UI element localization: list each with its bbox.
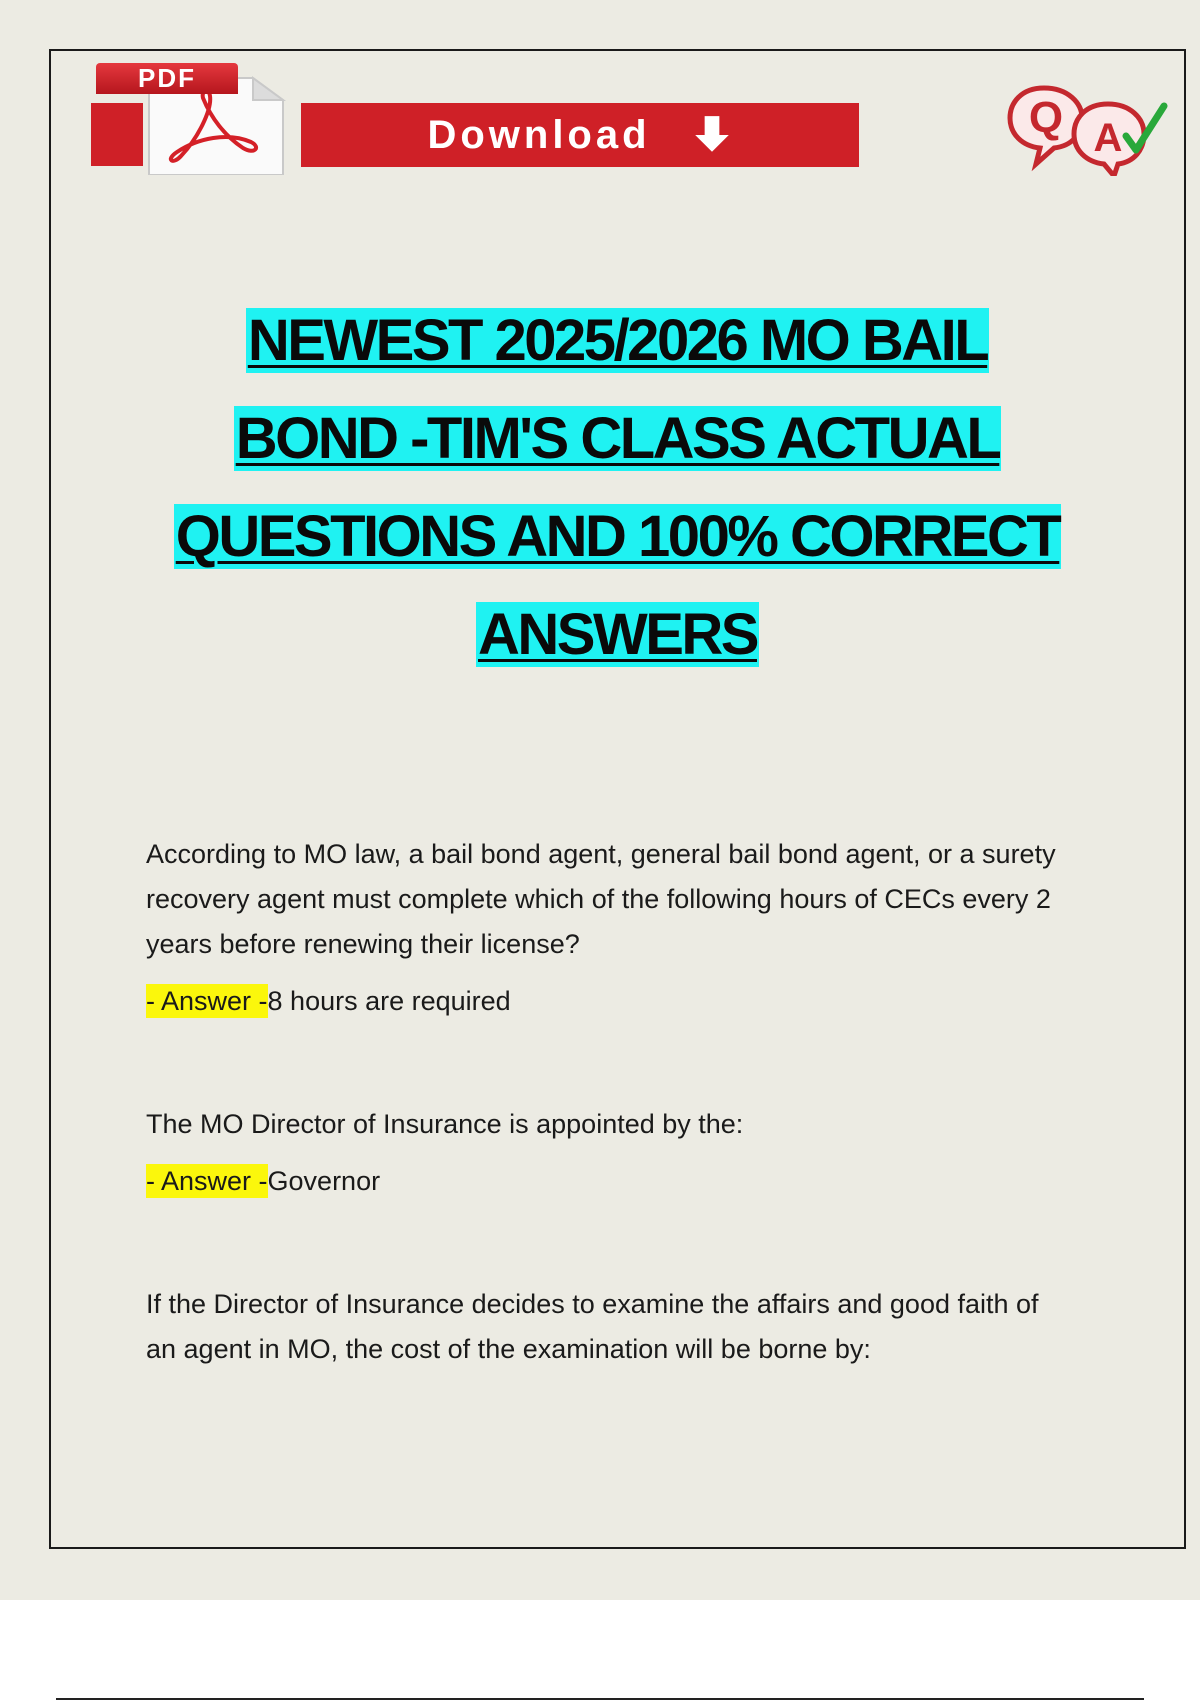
question-text: The MO Director of Insurance is appointed by the:	[146, 1109, 744, 1139]
qa-item	[146, 1102, 1076, 1197]
answer-text: 8 hours are required	[267, 986, 511, 1016]
download-button[interactable]	[301, 103, 859, 167]
qa-list	[146, 832, 1076, 1372]
answer-prefix: - Answer -	[146, 986, 268, 1016]
answer-text: Governor	[267, 1166, 381, 1196]
question-text: According to MO law, a bail bond agent, general bail bond agent, or a surety recovery agent must complete which of the following hours of CECs every 2 years before renewing their license?	[146, 839, 1056, 959]
title-line: NEWEST 2025/2026 MO BAIL	[247, 308, 988, 373]
qa-logo-q: Q	[1028, 93, 1064, 142]
title-line: BOND -TIM'S CLASS ACTUAL	[235, 406, 1000, 471]
title-line: QUESTIONS AND 100% CORRECT	[175, 504, 1060, 569]
question-text: If the Director of Insurance decides to examine the affairs and good faith of an agent in MO, the cost of the examination will be borne by:	[146, 1289, 1039, 1364]
download-label: Download	[427, 112, 651, 157]
qa-logo-a: A	[1093, 116, 1123, 160]
qa-checkmark-logo	[1006, 76, 1168, 176]
qa-item	[146, 1282, 1076, 1372]
pdf-download-banner[interactable]	[91, 60, 859, 180]
answer-prefix: - Answer -	[146, 1166, 268, 1196]
qa-item	[146, 832, 1076, 1017]
answer-line	[146, 985, 1076, 1017]
answer-line	[146, 1165, 1076, 1197]
banner-left-accent	[91, 103, 143, 166]
document-title	[60, 292, 1175, 684]
pdf-tag: PDF	[96, 63, 238, 94]
arrow-down-icon	[691, 114, 733, 156]
title-line: ANSWERS	[478, 602, 757, 667]
